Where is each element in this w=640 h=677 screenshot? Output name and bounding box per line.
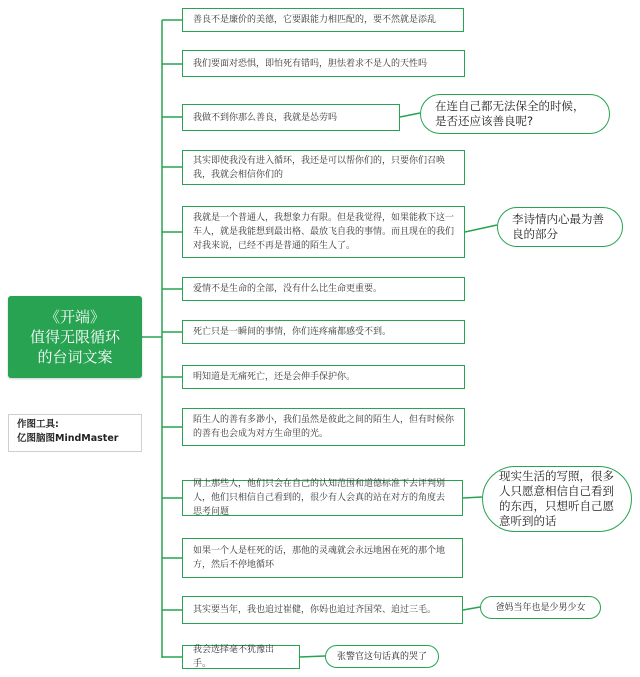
tool-note-value: 亿图脑图MindMaster <box>17 433 119 444</box>
topic-1[interactable] <box>182 8 464 32</box>
tool-note-label: 作图工具: <box>17 419 59 430</box>
callout-text: 张警官这句话真的哭了 <box>336 651 427 662</box>
callout-link-3 <box>463 497 482 498</box>
topic-text: 明知道是无痛死亡，还是会伸手保护你。 <box>193 372 356 382</box>
root-topic[interactable] <box>8 296 142 378</box>
topic-2[interactable] <box>182 50 465 77</box>
callout-5[interactable] <box>325 645 439 668</box>
callout-link-2 <box>465 225 497 232</box>
topic-text: 爱情不是生命的全部，没有什么比生命更重要。 <box>193 284 383 294</box>
callout-4[interactable] <box>480 596 601 619</box>
topic-5[interactable] <box>182 206 465 258</box>
topic-text: 我做不到你那么善良，我就是怂劳吗 <box>193 112 338 123</box>
callout-link-4 <box>463 607 480 610</box>
topic-text: 善良不是廉价的美德，它要跟能力相匹配的，要不然就是添乱 <box>193 15 437 25</box>
topic-text: 我就是一个普通人，我想象力有限。但是我觉得，如果能救下这一车人，就是我能想到最出格、最放飞自我的事情。而且现在的我们对我来说，已经不再是普通的陌生人了。 <box>193 213 455 251</box>
topic-text: 陌生人的善有多渺小，我们虽然是彼此之间的陌生人，但有时候你的善有也会成为对方生命里的光。 <box>193 415 455 439</box>
callout-text: 现实生活的写照，很多人只愿意相信自己看到的东西，只想听自己愿意听到的话 <box>499 469 614 528</box>
callout-text: 在连自己都无法保全的时候，是否还应该善良呢? <box>435 99 585 128</box>
topic-9[interactable] <box>182 408 465 446</box>
topic-11[interactable] <box>182 538 463 578</box>
topic-text: 我会选择毫不犹豫出手。 <box>193 645 275 669</box>
topic-text: 死亡只是一瞬间的事情，你们连疼痛都感受不到。 <box>193 327 392 337</box>
topic-text: 其实即使我没有进入循环，我还是可以帮你们的，只要你们召唤我，我就会相信你们的 <box>193 155 446 180</box>
callout-2[interactable] <box>497 207 623 247</box>
topic-12[interactable] <box>182 596 463 624</box>
topic-text: 如果一个人是枉死的话，那他的灵魂就会永远地困在死的那个地方，然后不停地循环 <box>193 546 446 570</box>
callout-3[interactable] <box>482 466 632 532</box>
callout-text: 李诗情内心最为善良的部分 <box>512 212 604 241</box>
callout-text: 爸妈当年也是少男少女 <box>495 602 586 613</box>
topic-text: 其实要当年，我也追过崔健，你妈也追过齐国荣、追过三毛。 <box>193 605 437 615</box>
topic-text: 我们要面对恐惧，即怕死有错吗，胆怯着求不是人的天性吗 <box>193 58 428 69</box>
callout-1[interactable] <box>420 94 610 134</box>
topic-6[interactable] <box>182 277 465 301</box>
root-title: 《开端》 值得无限循环 的台词文案 <box>29 308 120 366</box>
topic-7[interactable] <box>182 320 465 344</box>
topic-4[interactable] <box>182 150 465 185</box>
topic-10[interactable] <box>182 480 463 516</box>
tool-note <box>8 414 142 452</box>
topic-13[interactable] <box>182 645 300 669</box>
callout-link-5 <box>300 656 325 657</box>
topic-3[interactable] <box>182 104 400 131</box>
topic-text: 网上那些人，他们只会在自己的认知范围和道德标准下去评判别人，他们只相信自己看到的，很少有人会真的站在对方的角度去思考问题 <box>193 479 446 517</box>
callout-link-1 <box>400 113 420 117</box>
topic-8[interactable] <box>182 365 465 389</box>
